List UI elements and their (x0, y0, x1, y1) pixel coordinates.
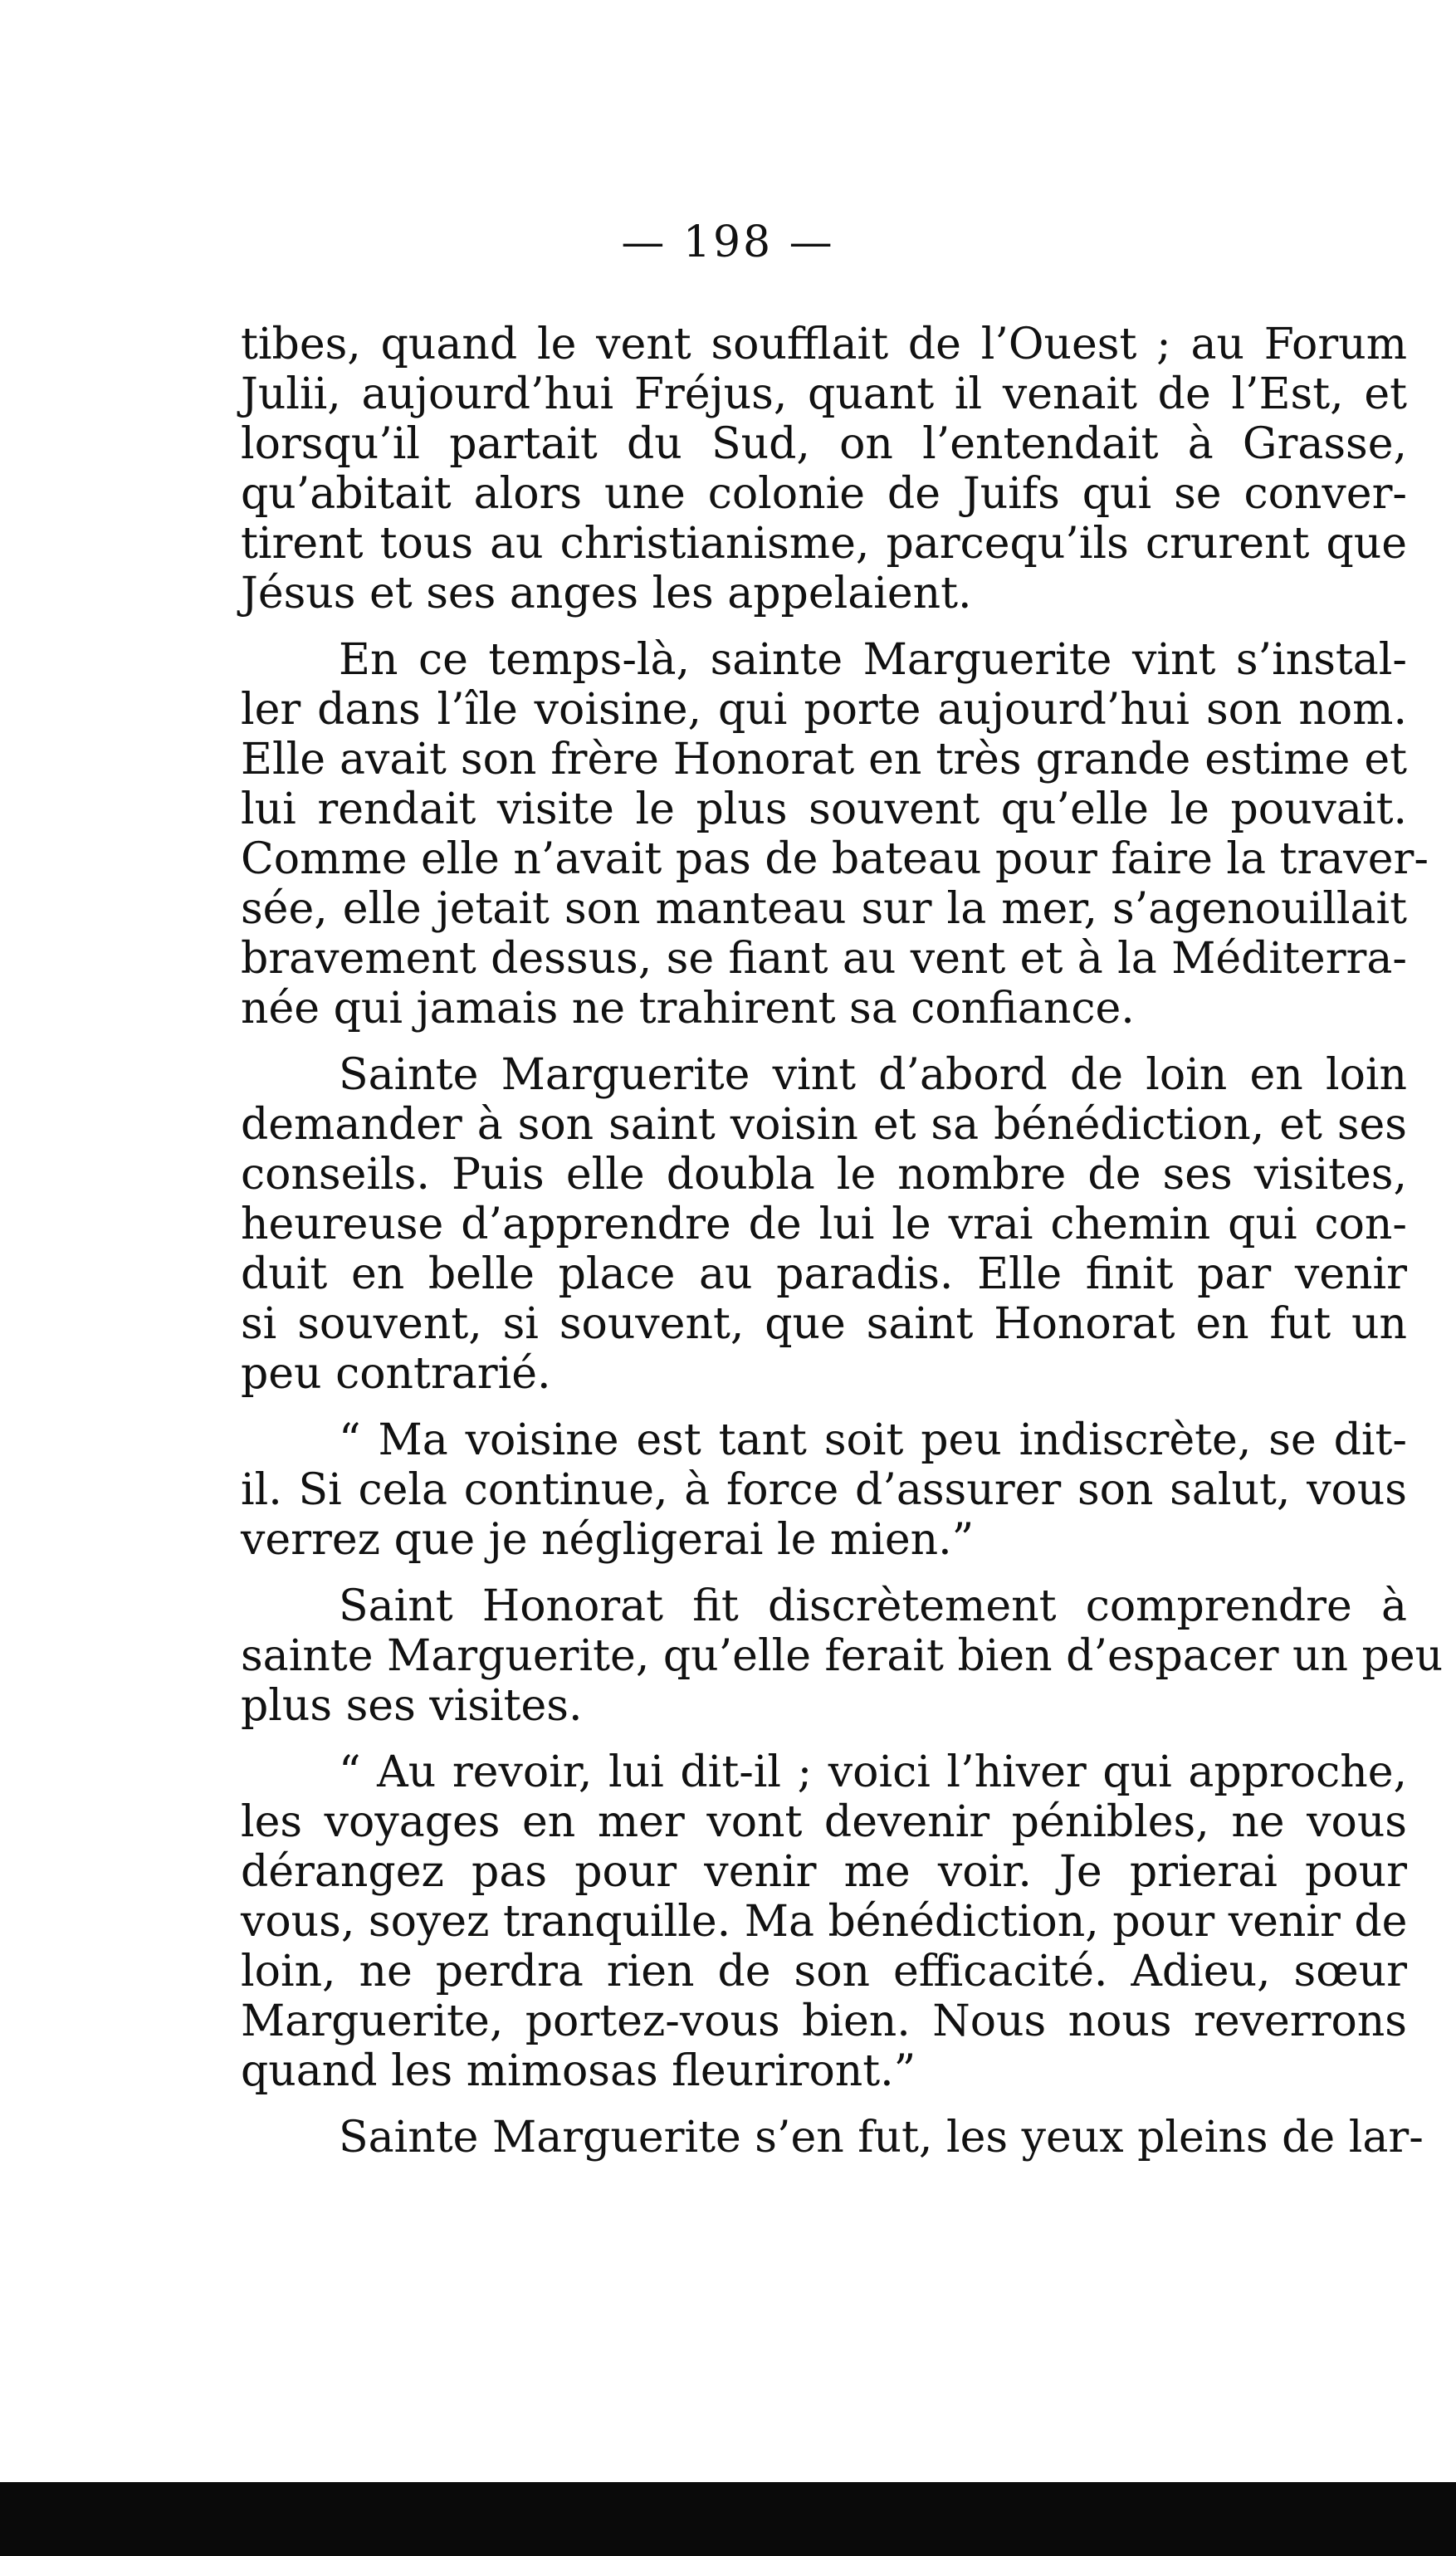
paragraph (241, 1415, 1407, 1565)
text-line: loin, ne perdra rien de son efficacité. Adieu, sœur (241, 1947, 1407, 1996)
paragraph-gap (241, 1565, 1407, 1581)
text-line: si souvent, si souvent, que saint Honorat en fut un (241, 1299, 1407, 1349)
body-text (241, 320, 1444, 2163)
text-line: il. Si cela continue, à force d’assurer son salut, vous (241, 1465, 1407, 1515)
paragraph (241, 2113, 1424, 2163)
text-line: qu’abitait alors une colonie de Juifs qui se conver- (241, 469, 1407, 519)
text-line: Sainte Marguerite vint d’abord de loin en loin (339, 1050, 1407, 1100)
paragraph (241, 1581, 1444, 1731)
page-number: — 198 — (621, 217, 835, 267)
paragraph-gap (241, 1399, 1407, 1415)
text-line: Jésus et ses anges les appelaient. (241, 569, 972, 618)
text-line: les voyages en mer vont devenir pénibles, ne vous (241, 1797, 1407, 1847)
text-line: demander à son saint voisin et sa bénédiction, et ses (241, 1100, 1407, 1150)
text-line: Saint Honorat fit discrètement comprendre à (339, 1581, 1407, 1631)
paragraph-gap (241, 2096, 1407, 2113)
text-line: duit en belle place au paradis. Elle finit par venir (241, 1249, 1407, 1299)
paragraph-gap (241, 618, 1407, 635)
paragraph-gap (241, 1731, 1407, 1747)
text-line: née qui jamais ne trahirent sa confiance. (241, 984, 1135, 1034)
text-line: ler dans l’île voisine, qui porte aujourd’hui son nom. (241, 685, 1407, 735)
text-line: verrez que je négligerai le mien.” (241, 1515, 975, 1565)
text-line: heureuse d’apprendre de lui le vrai chemin qui con- (241, 1200, 1407, 1249)
text-line: Marguerite, portez-vous bien. Nous nous reverrons (241, 1996, 1407, 2046)
text-line: Julii, aujourd’hui Fréjus, quant il venait de l’Est, et (241, 369, 1407, 419)
text-line: Comme elle n’avait pas de bateau pour faire la traver- (241, 834, 1429, 884)
text-line: tirent tous au christianisme, parcequ’ils crurent que (241, 519, 1407, 569)
text-line: dérangez pas pour venir me voir. Je prierai pour (241, 1847, 1407, 1897)
paragraph (241, 635, 1429, 1034)
text-line: “ Ma voisine est tant soit peu indiscrète, se dit- (339, 1415, 1407, 1465)
paragraph (241, 1747, 1407, 2096)
text-line: vous, soyez tranquille. Ma bénédiction, pour venir de (241, 1897, 1408, 1947)
text-line: sainte Marguerite, qu’elle ferait bien d’espacer un peu (241, 1631, 1444, 1681)
text-line: Elle avait son frère Honorat en très grande estime et (241, 735, 1407, 784)
paragraph (241, 1050, 1407, 1399)
text-line: peu contrarié. (241, 1349, 551, 1399)
text-line: tibes, quand le vent soufflait de l’Ouest ; au Forum (241, 320, 1407, 369)
paragraph-gap (241, 1034, 1407, 1050)
text-line: conseils. Puis elle doubla le nombre de ses visites, (241, 1150, 1407, 1200)
text-line: plus ses visites. (241, 1681, 583, 1731)
text-line: Sainte Marguerite s’en fut, les yeux pleins de lar- (339, 2113, 1424, 2163)
paragraph (241, 320, 1407, 618)
scan-edge-band (0, 2482, 1456, 2556)
text-line: lui rendait visite le plus souvent qu’elle le pouvait. (241, 784, 1407, 834)
text-line: En ce temps-là, sainte Marguerite vint s’instal- (339, 635, 1407, 685)
text-line: quand les mimosas fleuriront.” (241, 2046, 916, 2096)
text-line: sée, elle jetait son manteau sur la mer, s’agenouillait (241, 884, 1407, 934)
text-line: lorsqu’il partait du Sud, on l’entendait à Grasse, (241, 419, 1407, 469)
text-line: bravement dessus, se fiant au vent et à la Méditerra- (241, 934, 1407, 984)
text-line: “ Au revoir, lui dit-il ; voici l’hiver qui approche, (339, 1747, 1407, 1797)
